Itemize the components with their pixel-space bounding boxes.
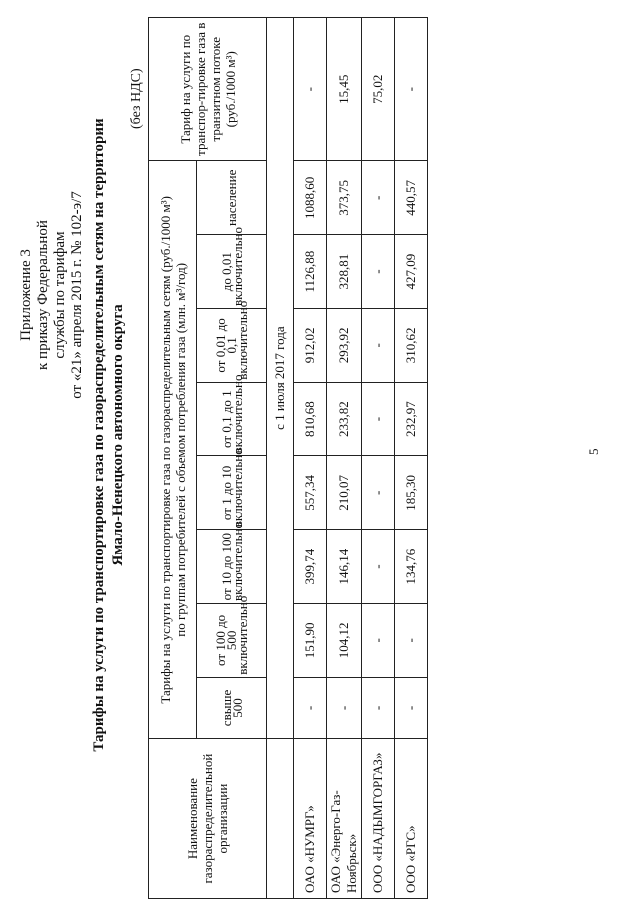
cell: 373,75 (327, 161, 362, 235)
table-row (294, 18, 327, 899)
cell: 310,62 (395, 309, 428, 383)
header-sub: от 1 до 10 включительно (197, 456, 267, 530)
cell: 810,68 (294, 382, 327, 456)
cell: 185,30 (395, 456, 428, 530)
table-row (395, 18, 428, 899)
appendix-line: службы по тарифам (52, 231, 68, 359)
header-org: Наименование газораспределительной организации (149, 739, 267, 899)
cell: 232,97 (395, 382, 428, 456)
header-group-line: по группам потребителей с объемом потребления газа (млн. м³/год) (172, 262, 188, 637)
cell: - (395, 677, 428, 738)
appendix-line: к приказу Федеральной (35, 220, 51, 370)
header-sub: от 0,1 до 1 включительно (197, 382, 267, 456)
cell: - (294, 18, 327, 161)
title-line: Тарифы на услуги по транспортировке газа по газораспределительным сетям на территории (91, 118, 107, 752)
cell: 210,07 (327, 456, 362, 530)
cell: 1088,60 (294, 161, 327, 235)
cell: - (362, 382, 395, 456)
cell: - (395, 604, 428, 678)
cell: 233,82 (327, 382, 362, 456)
table-row (327, 18, 362, 899)
document-title (90, 5, 128, 865)
cell: - (362, 309, 395, 383)
header-sub: население (197, 161, 267, 235)
cell: 440,57 (395, 161, 428, 235)
appendix-header (18, 155, 86, 435)
org-name: ОАО «НУМРГ» (294, 739, 327, 899)
cell: 328,81 (327, 235, 362, 309)
cell: 427,09 (395, 235, 428, 309)
cell: - (362, 604, 395, 678)
header-sub: до 0,01 включительно (197, 235, 267, 309)
vat-note: (без НДС) (129, 68, 144, 129)
cell: 146,14 (327, 530, 362, 604)
header-sub: от 10 до 100 включительно (197, 530, 267, 604)
cell: - (362, 530, 395, 604)
appendix-line: от «21» апреля 2015 г. № 102-э/7 (69, 191, 85, 399)
cell: - (362, 235, 395, 309)
header-group (149, 161, 197, 739)
cell: - (362, 677, 395, 738)
header-sub: от 100 до 500 включительно (197, 604, 267, 678)
org-name: ООО «НАДЫМГОРГАЗ» (362, 739, 395, 899)
cell: 557,34 (294, 456, 327, 530)
title-line: Ямало-Ненецкого автономного округа (110, 304, 126, 566)
header-sub: от 0,01 до 0,1 включительно (197, 309, 267, 383)
period-blank (267, 739, 294, 899)
cell: - (327, 677, 362, 738)
cell: 293,92 (327, 309, 362, 383)
cell: - (395, 18, 428, 161)
cell: 912,02 (294, 309, 327, 383)
cell: - (362, 456, 395, 530)
appendix-line: Приложение 3 (18, 249, 34, 341)
tariff-table (148, 17, 428, 899)
cell: - (294, 677, 327, 738)
table-row (362, 18, 395, 899)
header-sub: свыше 500 (197, 677, 267, 738)
cell: 15,45 (327, 18, 362, 161)
period-row: с 1 июля 2017 года (267, 18, 294, 739)
page-number: 5 (586, 448, 601, 455)
org-name: ОАО «Энерго-Газ-Ноябрьск» (327, 739, 362, 899)
cell: 134,76 (395, 530, 428, 604)
header-group-line: Тарифы на услуги по транспортировке газа по газораспределительным сетям (руб./1000 м³) (157, 196, 173, 704)
cell: 399,74 (294, 530, 327, 604)
cell: 1126,88 (294, 235, 327, 309)
org-name: ООО «РГС» (395, 739, 428, 899)
cell: 75,02 (362, 18, 395, 161)
cell: - (362, 161, 395, 235)
cell: 151,90 (294, 604, 327, 678)
cell: 104,12 (327, 604, 362, 678)
header-transit: Тариф на услуги по транспор-тировке газа в транзитном потоке (руб./1000 м³) (149, 18, 267, 161)
